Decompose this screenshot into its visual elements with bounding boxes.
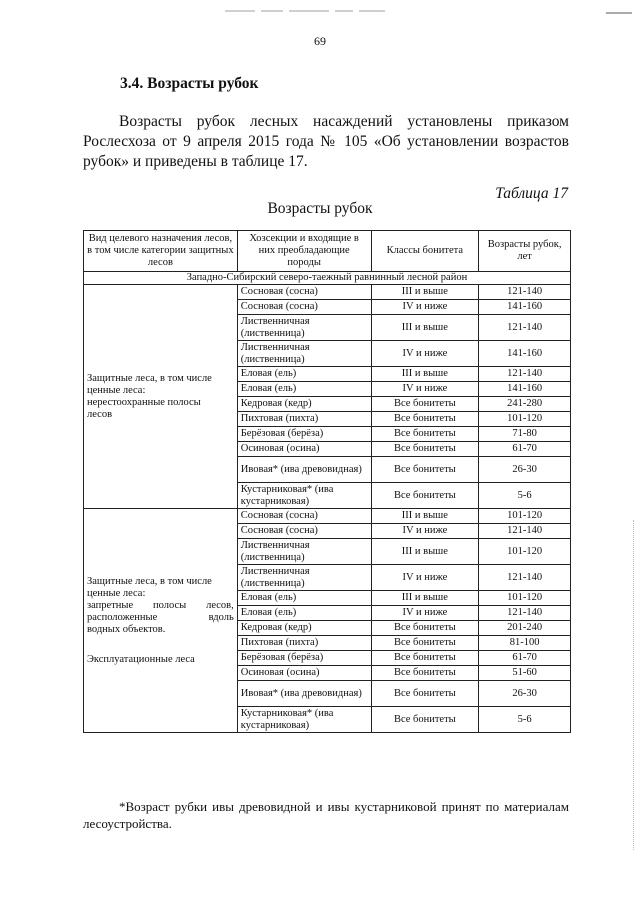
section-title: 3.4. Возрасты рубок — [120, 75, 259, 92]
class-cell: III и выше — [371, 591, 479, 606]
age-cell: 5-6 — [479, 707, 571, 733]
age-cell: 121-140 — [479, 524, 571, 539]
species-cell: Ивовая* (ива древовидная) — [237, 457, 371, 483]
class-cell: III и выше — [371, 539, 479, 565]
header-category: Вид целевого назначения лесов, в том числе категории защитных лесов — [84, 231, 238, 272]
species-cell: Еловая (ель) — [237, 382, 371, 397]
header-class: Классы бонитета — [371, 231, 479, 272]
age-cell: 51-60 — [479, 666, 571, 681]
table-label: Таблица 17 — [495, 185, 568, 202]
species-cell: Ивовая* (ива древовидная) — [237, 681, 371, 707]
species-cell: Еловая (ель) — [237, 591, 371, 606]
class-cell: III и выше — [371, 285, 479, 300]
category-line: Защитные леса, в том числе — [87, 575, 212, 587]
class-cell: Все бонитеты — [371, 651, 479, 666]
species-cell: Пихтовая (пихта) — [237, 412, 371, 427]
class-cell: Все бонитеты — [371, 427, 479, 442]
table-row — [84, 285, 571, 300]
class-cell: Все бонитеты — [371, 442, 479, 457]
species-cell: Лиственничная (лиственница) — [237, 565, 371, 591]
age-cell: 141-160 — [479, 300, 571, 315]
species-cell: Кустарниковая* (ива кустарниковая) — [237, 483, 371, 509]
class-cell: IV и ниже — [371, 606, 479, 621]
class-cell: Все бонитеты — [371, 636, 479, 651]
species-cell: Сосновая (сосна) — [237, 509, 371, 524]
category-line: лесов — [87, 408, 113, 420]
class-cell: Все бонитеты — [371, 483, 479, 509]
class-cell: Все бонитеты — [371, 457, 479, 483]
species-cell: Пихтовая (пихта) — [237, 636, 371, 651]
age-cell: 71-80 — [479, 427, 571, 442]
age-cell: 61-70 — [479, 442, 571, 457]
age-cell: 101-120 — [479, 509, 571, 524]
class-cell: III и выше — [371, 509, 479, 524]
category-line: ценные леса: — [87, 587, 146, 599]
age-cell: 81-100 — [479, 636, 571, 651]
species-cell: Сосновая (сосна) — [237, 285, 371, 300]
age-cell: 121-140 — [479, 315, 571, 341]
age-cell: 61-70 — [479, 651, 571, 666]
class-cell: Все бонитеты — [371, 397, 479, 412]
class-cell: IV и ниже — [371, 565, 479, 591]
species-cell: Сосновая (сосна) — [237, 524, 371, 539]
class-cell: Все бонитеты — [371, 666, 479, 681]
category-line: Эксплуатационные леса — [87, 653, 195, 665]
category-cell — [84, 509, 238, 733]
class-cell: IV и ниже — [371, 300, 479, 315]
footnote: *Возраст рубки ивы древовидной и ивы кустарниковой принят по материалам лесоустройства. — [83, 799, 569, 831]
class-cell: IV и ниже — [371, 382, 479, 397]
category-line: нерестоохранные полосы — [87, 396, 201, 408]
category-line: расположенные вдоль — [87, 611, 234, 623]
category-line: Защитные леса, в том числе — [87, 372, 212, 384]
class-cell: Все бонитеты — [371, 707, 479, 733]
age-cell: 121-140 — [479, 285, 571, 300]
table-caption: Возрасты рубок — [267, 200, 373, 217]
species-cell: Осиновая (осина) — [237, 666, 371, 681]
species-cell: Берёзовая (берёза) — [237, 427, 371, 442]
edge-scan-mark — [606, 12, 632, 14]
species-cell: Сосновая (сосна) — [237, 300, 371, 315]
species-cell: Лиственничная (лиственница) — [237, 539, 371, 565]
species-cell: Лиственничная (лиственница) — [237, 315, 371, 341]
header-age: Возрасты рубок, лет — [479, 231, 571, 272]
age-cell: 26-30 — [479, 457, 571, 483]
age-cell: 141-160 — [479, 382, 571, 397]
species-cell: Кедровая (кедр) — [237, 397, 371, 412]
age-cell: 241-280 — [479, 397, 571, 412]
page-number: 69 — [314, 34, 326, 48]
intro-paragraph: Возрасты рубок лесных насаждений установлены приказом Рослесхоза от 9 апреля 2015 года № 105 «Об установлении возрастов рубок» и приведены в таблице 17. — [83, 113, 569, 170]
species-cell: Осиновая (осина) — [237, 442, 371, 457]
species-cell: Еловая (ель) — [237, 367, 371, 382]
class-cell: IV и ниже — [371, 524, 479, 539]
cutting-age-table — [83, 230, 571, 733]
species-cell: Кустарниковая* (ива кустарниковая) — [237, 707, 371, 733]
species-cell: Кедровая (кедр) — [237, 621, 371, 636]
age-cell: 201-240 — [479, 621, 571, 636]
class-cell: III и выше — [371, 315, 479, 341]
age-cell: 5-6 — [479, 483, 571, 509]
table-header-row — [84, 231, 571, 272]
class-cell: III и выше — [371, 367, 479, 382]
species-cell: Еловая (ель) — [237, 606, 371, 621]
age-cell: 101-120 — [479, 412, 571, 427]
category-cell — [84, 285, 238, 509]
category-line: водных объектов. — [87, 623, 166, 635]
age-cell: 121-140 — [479, 367, 571, 382]
class-cell: IV и ниже — [371, 341, 479, 367]
species-cell: Лиственничная (лиственница) — [237, 341, 371, 367]
class-cell: Все бонитеты — [371, 621, 479, 636]
class-cell: Все бонитеты — [371, 412, 479, 427]
edge-scan-dots — [632, 520, 634, 850]
age-cell: 101-120 — [479, 539, 571, 565]
category-line: ценные леса: — [87, 384, 146, 396]
age-cell: 101-120 — [479, 591, 571, 606]
class-cell: Все бонитеты — [371, 681, 479, 707]
category-line: запретные полосы лесов, — [87, 599, 234, 611]
region-cell: Западно-Сибирский северо-таежный равнинный лесной район — [84, 272, 571, 285]
table-row — [84, 509, 571, 524]
header-species: Хозсекции и входящие в них преобладающие породы — [237, 231, 371, 272]
species-cell: Берёзовая (берёза) — [237, 651, 371, 666]
region-row — [84, 272, 571, 285]
faint-stamp-marks — [225, 4, 405, 18]
age-cell: 141-160 — [479, 341, 571, 367]
age-cell: 121-140 — [479, 565, 571, 591]
age-cell: 26-30 — [479, 681, 571, 707]
age-cell: 121-140 — [479, 606, 571, 621]
